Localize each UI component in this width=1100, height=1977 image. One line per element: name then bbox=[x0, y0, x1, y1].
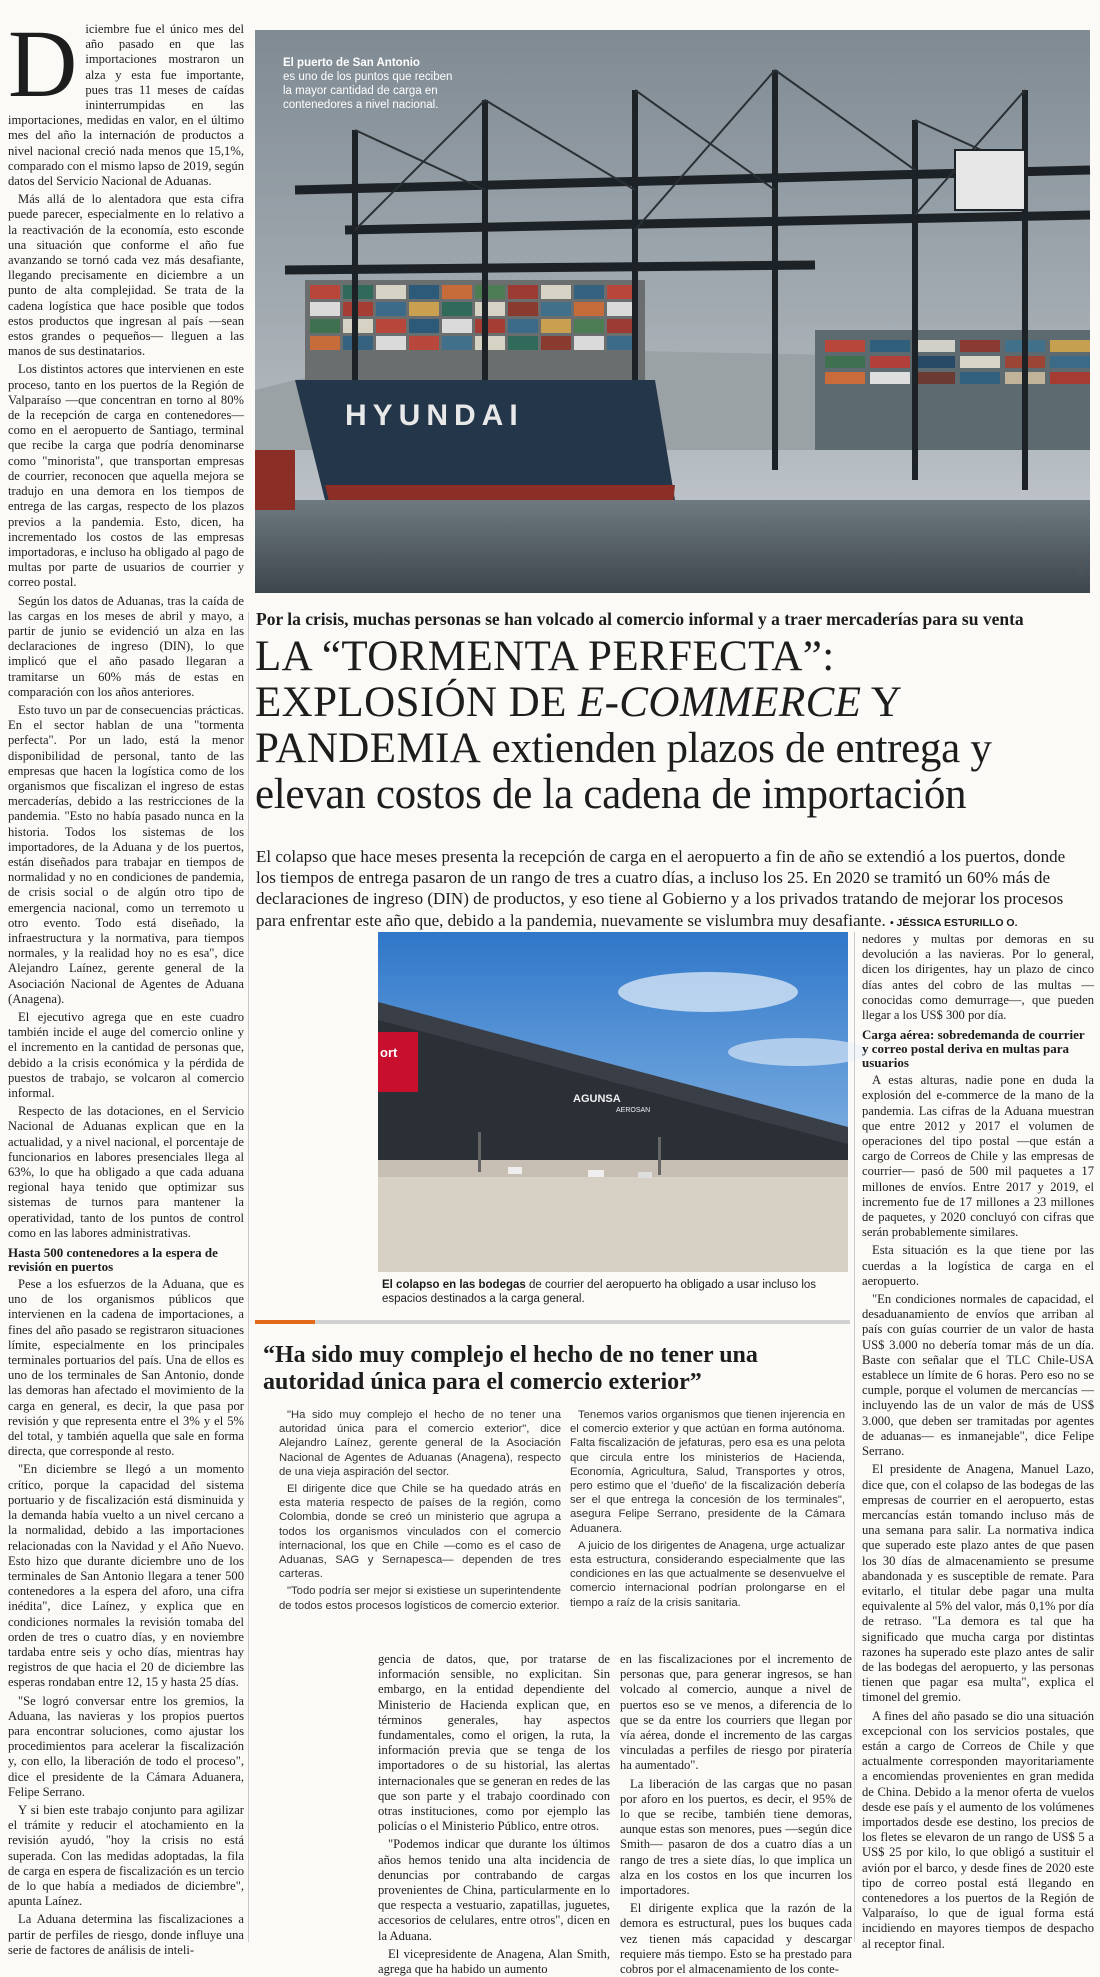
paragraph: Según los datos de Aduanas, tras la caída de las cargas en los meses de abril y mayo, a partir de junio se evidenció un alza en las declaraciones de ingreso (DIN), lo que implicó que el año pasado llegaran a tramitarse un 60% más de estas en comparación con los años anteriores. bbox=[8, 593, 244, 699]
paragraph: El ejecutivo agrega que en este cuadro también incide el auge del comercio online y el incremento en la cantidad de personas que, debido a la crisis económica y la pérdida de puestos de trabajo, se volcaron al comercio informal. bbox=[8, 1010, 244, 1101]
paragraph: El vicepresidente de Anagena, Alan Smith, agrega que ha habido un aumento bbox=[378, 1946, 610, 1977]
headline-line-2c: Y bbox=[861, 679, 903, 726]
photo-mid-caption bbox=[382, 1278, 847, 1306]
article-column-1 bbox=[8, 10, 244, 1957]
quote-paragraph: El dirigente dice que Chile se ha quedado atrás en esta materia respecto de países de la región, como Colombia, donde se creó un ministerio que agrupa a todos los organismos vinculados con el comercio internacional, los que en Chile —como es el caso de Aduanas, SAG y Sernapesca— dependen de tres carteras. bbox=[279, 1483, 561, 1581]
headline-line-3a: PANDEMIA bbox=[255, 725, 482, 772]
paragraph: A estas alturas, nadie pone en duda la explosión del e-commerce de la mano de la pandemia. Las cifras de la Aduana muestran que entre 2012 y 2017 el volumen de operaciones del tipo postal —que están a cargo de Correos de Chile y las empresas de courrier— pasó de 500 mil paquetes a 17 millones de envíos. Entre 2017 y 2019, el incremento fue de 17 millones a 23 millones de paquetes, y 2020 concluyó con cifras que serán probablemente similares. bbox=[862, 1073, 1094, 1240]
quote-title: “Ha sido muy complejo el hecho de no tener una autoridad única para el comercio exterior” bbox=[263, 1342, 758, 1395]
headline-line-4: elevan costos de la cadena de importación bbox=[255, 771, 967, 818]
column-divider bbox=[854, 932, 855, 1942]
headline-line-1: LA “TORMENTA PERFECTA”: bbox=[255, 633, 835, 680]
paragraph: La liberación de las cargas que no pasan por aforo en los puertos, es decir, el 95% de lo que se recibe, también tiene demoras, aunque estas son menores, pues —según dice Smith— pasaron de dos a cuatro días a un rango de tres a siete días, lo que implica un alza en los costos en los que incurren los importadores. bbox=[620, 1776, 852, 1898]
port-photo bbox=[255, 30, 1090, 593]
quote-paragraph: Tenemos varios organismos que tienen injerencia en el comercio exterior y que actúan en forma autónoma. Falta fiscalización de jefaturas, pero esa es una pelota que circula entre los ministerios de Hacienda, Economía, Agricultura, Salud, Transportes y otros, pero estimo que el 'dueño' de la fiscalización debería ser el que entrega la concesión de los terminales", asegura Felipe Serrano, presidente de la Cámara Aduanera. bbox=[570, 1409, 845, 1535]
quote-top-rule bbox=[255, 1320, 850, 1324]
article-column-right bbox=[862, 932, 1094, 1951]
paragraph: nedores y multas por demoras en su devolución a las navieras. Por lo general, dicen los dirigentes, hay un plazo de cinco días antes del cobro de las multas —conocidas como demurrage—, que pueden llegar a los US$ 300 por día. bbox=[862, 932, 1094, 1023]
photo-top-caption-text: es uno de los puntos que reciben la mayor cantidad de carga en contenedores a nivel nacional. bbox=[283, 71, 453, 111]
quote-accent bbox=[255, 1320, 315, 1324]
headline-line-3b: extienden plazos de entrega y bbox=[481, 725, 992, 772]
paragraph: Respecto de las dotaciones, en el Servicio Nacional de Aduanas explican que en la actualidad, y a nivel nacional, el porcentaje de funcionarios en labores presenciales llega al 63%, lo que ha obligado a que cada aduana regional haya tenido que optimizar sus sistemas de turnos para mantener la operatividad, tanto de los puntos de control como en las labores administrativas. bbox=[8, 1104, 244, 1240]
agunsa-sign: AGUNSA bbox=[573, 1093, 621, 1105]
paragraph: Esta situación es la que tiene por las cuerdas a la logística de carga en el aeropuerto. bbox=[862, 1243, 1094, 1288]
paragraph: "En condiciones normales de capacidad, el desaduanamiento de envíos que arriban al país con guías courrier de un valor de hasta US$ 3.000 no debería tomar más de un día. Baste con señalar que el TLC Chile-USA establece un límite de 6 horas. Pero eso no se cumple, porque el volumen de mercancías —incluyendo las de un valor de más de US$ 3.000, que deben ser tramitadas por agentes de aduanas— es inmanejable", dice Felipe Serrano. bbox=[862, 1292, 1094, 1459]
kicker: Por la crisis, muchas personas se han volcado al comercio informal y a traer mercaderías para su venta bbox=[256, 609, 1024, 629]
quote-box bbox=[255, 1320, 850, 1640]
drop-cap: D bbox=[8, 10, 78, 117]
headline bbox=[255, 634, 1095, 818]
photo-mid-caption-bold: El colapso en las bodegas bbox=[382, 1279, 526, 1291]
paragraph: El presidente de Anagena, Manuel Lazo, dice que, con el colapso de las bodegas de las empresas de courrier en el aeropuerto, estas mercancías están tomando incluso más de una semana para salir. La normativa indica que superado este plazo antes de que pasen los 30 días de almacenamiento se presume abandonada y es susceptible de remate. Para evitarlo, el titular debe pagar una multa equivalente al 5% del valor, más 0,1% por día de retraso. "La demora es tal que ha significado que mucha carga por distintas razones ha superado este plazo antes de salir de las bodegas del aeropuerto, y las personas tienen que pagar esa multa", explica el timonel del gremio. bbox=[862, 1462, 1094, 1705]
quote-paragraph: A juicio de los dirigentes de Anagena, urge actualizar esta estructura, considerando especialmente que las condiciones en las que actualmente se desenvuelve el comercio internacional podrían prolongarse en el tiempo a raíz de la crisis sanitaria. bbox=[570, 1539, 845, 1609]
quote-column-2 bbox=[570, 1408, 845, 1613]
paragraph: "Podemos indicar que durante los últimos años hemos tenido una alta incidencia de denuncias por contrabando de cargas provenientes de China, particularmente en lo que respecta a vestuario, zapatillas, juguetes, accesorios de celulares, entre otros", dicen en la Aduana. bbox=[378, 1837, 610, 1943]
paragraph: Los distintos actores que intervienen en este proceso, tanto en los puertos de la Región de Valparaíso —que concentran en torno al 80% de la recepción de carga en contenedores— como en el aeropuerto de Santiago, terminal que recibe la carga que podría denominarse como "minorista", que transportan empresas de courrier, reconocen que aquella mejora se tradujo en una demora en los tiempos de entrega de las cargas, respecto de los plazos previos a la pandemia. Esto, dicen, ha incrementado los costos de las empresas importadoras, e incluso ha obligado al pago de multas por parte de usuarios de courrier y correo postal. bbox=[8, 362, 244, 590]
paragraph: La Aduana determina las fiscalizaciones a partir de perfiles de riesgo, donde influye una serie de factores de análisis de inteli- bbox=[8, 1912, 244, 1957]
dek bbox=[256, 846, 1086, 934]
aerosan-sign: AEROSAN bbox=[616, 1107, 651, 1114]
paragraph: "En diciembre se llegó a un momento crítico, porque la capacidad del sistema portuario y de fiscalización está disminuida y la demanda había vuelto a un nivel cercano a la normalidad, debido a las importaciones relacionadas con la Navidad y el Año Nuevo. Esto hizo que durante diciembre uno de los terminales de San Antonio llegara a tener 500 contenedores a la espera del aforo, una cifra inédita", dice Laínez, y explica que en condiciones normales la revisión tomaba del orden de tres o cuatro días, y en noviembre tardaba entre seis y ocho días, mientras hay registros de que hacia el 20 de diciembre las esperas rondaban entre 12, 15 y hasta 25 días. bbox=[8, 1462, 244, 1690]
quote-paragraph: "Todo podría ser mejor si existiese un superintendente de todos estos procesos logísticos de comercio exterior. bbox=[279, 1585, 561, 1612]
article-column-2 bbox=[378, 1652, 610, 1977]
paragraph: Y si bien este trabajo conjunto para agilizar el trámite y reducir el atochamiento en la revisión ayudó, "hoy la crisis no está superada. Con las medidas adoptadas, la fila de carga en espera de fiscalización es un tercio de lo que había a mediados de diciembre", apunta Laínez. bbox=[8, 1802, 244, 1909]
quote-column-1 bbox=[279, 1408, 561, 1616]
photo-credit: SAM bbox=[1076, 560, 1083, 576]
paragraph: Esto tuvo un par de consecuencias prácticas. En el sector hablan de una "tormenta perfecta". Por un lado, está la menor disponibilidad de personal, tanto de las empresas que hacen la logística como de los organismos que fiscalizan el ingreso de estas mercaderías, debido a las restricciones de la pandemia. "Esto no había pasado nunca en la historia. Todos los sistemas de los importadores, de la Aduana y de los puertos, están diseñados para trabajar en tiempos de normalidad y no en condiciones de pandemia, de crisis social o de algún otro tipo de emergencia nacional, como un terremoto u otro evento. Todo está diseñado, la infraestructura y la normativa, para tiempos normales, y la realidad hoy no es esa", dice Alejandro Laínez, gerente general de la Asociación Nacional de Agentes de Aduana (Anagena). bbox=[8, 702, 244, 1006]
dek-text: El colapso que hace meses presenta la recepción de carga en el aeropuerto a fin de año se extendió a los puertos, donde los tiempos de entrega pasaron de un rango de tres a cuatro días, a incluso los 25. En 2020 se tramitó un 60% más de declaraciones de ingreso (DIN) de productos, y eso tiene al Gobierno y a los privados tratando de mejorar los procesos para enfrentar este año que, debido a la pandemia, nuevamente se vislumbra muy desafiante. bbox=[256, 847, 1066, 930]
paragraph: El dirigente explica que la razón de la demora es estructural, pues los buques cada vez tienen más capacidad y descargar requiere más tiempo. Esto se ha prestado para cobros por el almacenamiento de los conte- bbox=[620, 1901, 852, 1977]
byline: • JÉSSICA ESTURILLO O. bbox=[889, 916, 1018, 929]
subheading-containers: Hasta 500 contenedores a la espera de revisión en puertos bbox=[8, 1245, 218, 1275]
photo-top-caption bbox=[283, 56, 453, 112]
paragraph: "Se logró conversar entre los gremios, la Aduana, las navieras y los propios puertos para encontrar soluciones, como ajustar los procedimientos para acelerar la fiscalización y, con ello, la liberación de todo el proceso", dice el presidente de la Cámara Aduanera, Felipe Serrano. bbox=[8, 1693, 244, 1799]
paragraph: gencia de datos, que, por tratarse de información sensible, no explicitan. Sin embargo, en la entidad dependiente del Ministerio de Hacienda explican que, en términos generales, hay aspectos fundamentales, como el origen, la ruta, la información previa que se tenga de los importadores o de su historial, las alertas internacionales que se generan en redes de las que son parte y el trabajo coordinado con otras instituciones, como por ejemplo las policías o el Ministerio Público, entre otros. bbox=[378, 1652, 610, 1834]
paragraph: iciembre fue el único mes del año pasado en que las importaciones mostraron un alza y esta fue importante, pues tras 11 meses de caídas ininterrumpidas en las importaciones, medidas en valor, en el último mes del año la internación de productos a nivel nacional creció nada menos que 15,1%, comparado con el mismo lapso de 2019, según datos del Servicio Nacional de Aduanas. bbox=[8, 22, 244, 189]
headline-ecommerce: E-COMMERCE bbox=[577, 679, 862, 726]
headline-line-3 bbox=[255, 726, 1095, 772]
paragraph: en las fiscalizaciones por el incremento de personas que, para generar ingresos, se han volcado al comercio, aunque a nivel de puertos eso se ve menos, a diferencia de lo que se da entre los courriers que llegan por vía aérea, donde el incremento de las cargas vinculadas a perfiles de riesgo por piratería ha aumentado". bbox=[620, 1652, 852, 1773]
ship-name-text: HYUNDAI bbox=[345, 399, 524, 432]
column-divider bbox=[248, 612, 249, 1942]
airport-warehouse-photo bbox=[378, 932, 848, 1272]
article-column-3 bbox=[620, 1652, 852, 1977]
svg-text:ort: ort bbox=[380, 1045, 398, 1060]
paragraph: Más allá de lo alentadora que esta cifra puede parecer, especialmente en lo relativo a la reactivación de la economía, esto esconde una situación que conforme el año fue avanzando se tornó cada vez más desafiante, llegando precisamente en diciembre a un punto de alta complejidad. Se trata de la cadena logística que hace posible que todos estos productos que ingresan al país —sean estos grandes o pequeños— lleguen a las manos de sus destinatarios. bbox=[8, 192, 244, 359]
headline-line-2a: EXPLOSIÓN DE bbox=[255, 679, 578, 726]
paragraph: A fines del año pasado se dio una situación excepcional con los servicios postales, que están a cargo de Correos de Chile y que actualmente corresponden mayoritariamente a encomiendas provenientes en gran medida de China. Debido a la menor oferta de vuelos desde ese país y el aumento de los volúmenes importados desde ese destino, los precios de los fletes se elevaron de un rango de US$ 5 a US$ 25 por kilo, lo que obligó a sustituir el avión por el barco, y desde fines de 2020 este tipo de correo postal está llegando en contenedores a los puertos de la Región de Valparaíso, lo que de igual forma está incidiendo en mayores tiempos de despacho al receptor final. bbox=[862, 1708, 1094, 1951]
photo-mid-caption-rest: de courrier del aeropuerto ha obligado a usar incluso los espacios destinados a la carga general. bbox=[382, 1279, 817, 1305]
subheading-air-cargo: Carga aérea: sobredemanda de courrier y correo postal deriva en multas para usuarios bbox=[862, 1027, 1085, 1071]
quote-paragraph: "Ha sido muy complejo el hecho de no tener una autoridad única para el comercio exterior", dice Alejandro Laínez, gerente general de la Asociación Nacional de Agentes de Aduanas (Anagena), respecto de una vieja aspiración del sector. bbox=[279, 1409, 561, 1478]
headline-line-2 bbox=[255, 680, 1095, 726]
paragraph: Pese a los esfuerzos de la Aduana, que es uno de los organismos públicos que intervienen en la cadena de importaciones, a fines del año pasado se registraron situaciones límite, especialmente en los principales terminales portuarios del país. Una de ellos es uno de los terminales de San Antonio, donde las demoras han afectado el movimiento de la carga en general, es decir, la que pasa por revisión y que representa entre el 3% y el 5% del total, y también aquella que sale en forma directa, que corresponde al resto. bbox=[8, 1277, 244, 1459]
photo-top-caption-title: El puerto de San Antonio bbox=[283, 57, 420, 69]
